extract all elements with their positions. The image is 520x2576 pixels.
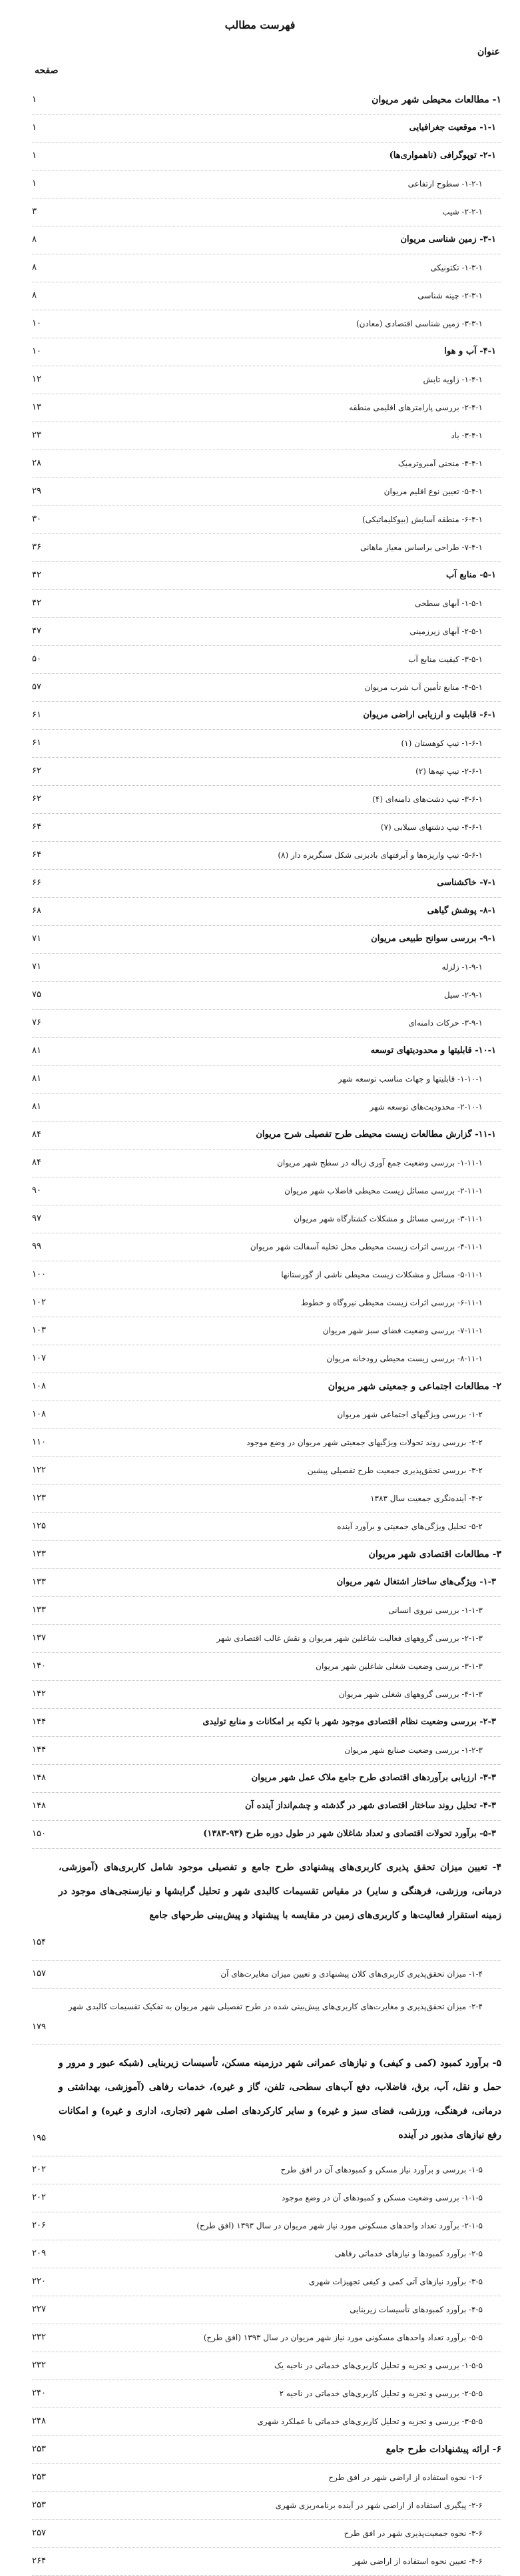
toc-entry-title: ۱-۲- بررسی ویژگیهای اجتماعی شهر مریوان [337,1410,483,1419]
toc-entry-title: ۳-۵- برآورد نیازهای آتی کمی و کیفی تجهیزات شهری [308,2277,483,2286]
toc-entry-title: ۴-۴-۱- منحنی آمبروترمیک [397,459,483,468]
toc-entry-page-number: ۱۳۷ [32,1633,46,1643]
toc-entry[interactable] [32,1597,501,1625]
page-title: فهرست مطالب [224,19,296,31]
toc-entry-title: ۱-۱-۳- بررسی نیروی انسانی [388,1606,483,1615]
toc-entry-title: ۴-۵- برآورد کمبودهای تأسیسات زیربنایی [350,2305,483,2314]
toc-entry-title: ۱-۱- موقعیت جغرافیایی [409,123,496,133]
toc-entry-title: ۱-۱-۵- بررسی وضعیت مسکن و کمبودهای آن در وضع موجود [282,2193,483,2202]
toc-entry-page-number: ۲۵۳ [32,2472,46,2482]
toc-entry[interactable] [32,842,501,870]
toc-entry[interactable] [32,758,501,786]
toc-entry-page-number: ۱۷۹ [32,2022,46,2032]
toc-entry-page-number: ۶۱ [32,710,41,720]
toc-entry-page-number: ۶۶ [32,878,41,888]
toc-entry-page-number: ۹۷ [32,1213,41,1223]
toc-entry-page-number: ۱۹۵ [32,2133,46,2143]
toc-entry-page-number: ۱ [32,151,37,161]
toc-entry-page-number: ۸۱ [32,1102,41,1112]
toc-entry[interactable] [32,870,501,898]
toc-entry[interactable] [32,1849,501,1961]
toc-entry[interactable] [32,338,501,366]
toc-entry-page-number: ۲۲۷ [32,2304,46,2314]
toc-entry-title: ۱-۳-۱- تکتونیکی [430,263,483,272]
toc-entry[interactable] [32,646,501,674]
toc-entry-page-number: ۱۳۳ [32,1549,46,1559]
toc-entry-title: ۴-۶- تعیین نحوه استفاده از اراضی شهر [352,2557,483,2566]
toc-entry-page-number: ۱۵۰ [32,1829,46,1839]
toc-entry-page-number: ۲۴۰ [32,2388,46,2398]
toc-entry-page-number: ۱۵۴ [32,1937,46,1947]
toc-entry-page-number: ۱۲۲ [32,1465,46,1475]
toc-entry-title: ۱-۱۱-۱- بررسی وضعیت جمع آوری زباله در سطح شهر مریوان [277,1158,483,1167]
toc-entry[interactable] [32,2408,501,2436]
toc-entry-title: ۱-۵-۱- آبهای سطحی [414,599,483,608]
toc-entry-page-number: ۸ [32,290,37,300]
toc-entry[interactable] [32,2156,501,2184]
toc-entry-page-number: ۲۵۷ [32,2528,46,2538]
toc-entry-title: ۱-۲-۳- بررسی وضعیت صنایع شهر مریوان [344,1746,483,1755]
toc-entry-page-number: ۵۷ [32,682,41,692]
toc-entry-page-number: ۴۲ [32,598,41,608]
toc-entry-page-number: ۶۲ [32,766,41,776]
toc-entry[interactable] [32,2045,501,2156]
toc-entry[interactable] [32,1961,501,1989]
toc-entry-page-number: ۲۵۳ [32,2444,46,2454]
toc-entry-page-number: ۱۴۴ [32,1717,46,1727]
toc-entry-title: ۳-۳- ارزیابی برآوردهای اقتصادی طرح جامع ملاک عمل شهر مریوان [251,1773,496,1783]
toc-entry-title: ۱-۴-۱- زاویه تابش [423,375,483,384]
toc-entry[interactable] [32,2436,501,2464]
toc-entry-page-number: ۸۴ [32,1157,41,1167]
toc-entry-page-number: ۶۸ [32,906,41,916]
toc-entry-page-number: ۱ [32,178,37,188]
toc-entry-title: ۱-۲-۱- سطوح ارتفاعی [407,179,483,188]
toc-entry-page-number: ۸۴ [32,1129,41,1139]
toc-entry[interactable] [32,2268,501,2296]
toc-entry[interactable] [32,1010,501,1038]
toc-entry-title: ۱-۴- میزان تحقق‌پذیری کاربری‌های کلان پیشنهادی و تعیین میزان مغایرت‌های آن [220,1969,483,1979]
toc-entry-title: ۳-۱- زمین شناسی مریوان [400,234,496,244]
toc-entry-page-number: ۲۳ [32,430,41,440]
toc-entry-page-number: ۲۰۶ [32,2220,46,2230]
toc-entry-title: ۲-۳- بررسی وضعیت نظام اقتصادی موجود شهر با تکیه بر امکانات و منابع تولیدی [202,1717,496,1727]
toc-entry-page-number: ۳ [32,206,37,216]
toc-entry[interactable] [32,2240,501,2268]
toc-entry-title: ۴-۲- آینده‌نگری جمعیت سال ۱۳۸۳ [370,1494,483,1503]
toc-entry-page-number: ۷۶ [32,1018,41,1028]
toc-entry-page-number: ۲۰۲ [32,2192,46,2202]
toc-entry-title: ۵-۵- برآورد تعداد واحدهای مسکونی مورد نیاز شهر مریوان در سال ۱۳۹۳ (افق طرح) [203,2333,483,2342]
page-column-header: صفحه [35,65,59,76]
toc-entry-title: ۶-۱- قابلیت و ارزیابی اراضی مریوان [363,710,496,720]
toc-entry-title: ۲-۱- توپوگرافی (ناهمواری‌ها) [389,151,496,161]
toc-entry[interactable] [32,2380,501,2408]
toc-entry-title: ۱- مطالعات محیطی شهر مریوان [372,95,501,105]
toc-entry[interactable] [32,1094,501,1122]
toc-entry[interactable] [32,506,501,534]
toc-entry-title: ۴-۳- تحلیل روند ساختار اقتصادی شهر در گذشته و چشم‌انداز آینده آن [244,1801,496,1811]
title-column-header: عنوان [477,47,500,57]
toc-entry-title: ۱۰-۱- قابلیتها و محدودیتهای توسعه [370,1046,496,1056]
toc-entry-title: ۲-۱-۳- بررسی گروههای فعالیت شاغلین شهر مریوان و نقش غالب اقتصادی شهر [216,1634,483,1643]
toc-entry-title: ۹-۱- بررسی سوانح طبیعی مریوان [371,934,496,944]
toc-entry[interactable] [32,1457,501,1485]
toc-entry-page-number: ۱۴۴ [32,1745,46,1755]
toc-entry-page-number: ۱۰۸ [32,1409,46,1419]
toc-entry-page-number: ۱ [32,95,37,105]
toc-entry-page-number: ۱۰۳ [32,1325,46,1335]
toc-entry[interactable] [32,534,501,562]
toc-entry-page-number: ۱۳۳ [32,1605,46,1615]
toc-entry[interactable] [32,2352,501,2380]
toc-entry[interactable] [32,730,501,758]
toc-entry[interactable] [32,1373,501,1401]
toc-entry[interactable] [32,1989,501,2045]
toc-entry[interactable] [32,982,501,1010]
toc-entry-title: ۸-۱۱-۱- بررسی زیست محیطی رودخانه مریوان [326,1354,483,1363]
table-of-contents [32,87,501,2576]
toc-entry[interactable] [32,674,501,702]
toc-entry-title: ۲-۱۰-۱- محدودیت‌های توسعه شهر [370,1102,483,1112]
toc-entry[interactable] [32,1261,501,1289]
toc-entry[interactable] [32,1066,501,1094]
toc-entry[interactable] [32,2184,501,2212]
toc-entry-title: ۶- ارائه پیشنهادات طرح جامع [386,2444,501,2455]
toc-entry-title: ۱-۵-۵- بررسی و تجزیه و تحلیل کاربری‌های خدماتی در ناحیه یک [274,2361,483,2370]
toc-entry[interactable] [32,2324,501,2352]
toc-entry-page-number: ۹۹ [32,1241,41,1251]
toc-entry-page-number: ۱۰۸ [32,1381,46,1391]
toc-entry[interactable] [32,898,501,926]
toc-entry-title: ۸-۱- پوشش گیاهی [427,906,496,916]
toc-entry[interactable] [32,2296,501,2324]
toc-entry-page-number: ۱۳۳ [32,1577,46,1587]
toc-entry-title: ۲-۶-۱- تیپ تپه‌ها (۲) [415,767,483,776]
toc-entry-title: ۵- برآورد کمبود (کمی و کیفی) و نیازهای عمرانی شهر درزمینه مسکن، تأسیسات زیربنایی (شبکه عبور و مرور و حمل و نقل، آب، برق، فاضلاب، دفع آب‌های سطحی، تلفن، گاز و غیره)، خدمات رفاهی (آموزشی، بهداشتی و درمانی، فرهنگی، ورزشی، فضای سبز و غیره) و سایر کارکردهای اصلی شهر (تجاری، اداری و غیره) و امکانات رفع نیازهای مذبور در آینده [59,2058,501,2140]
toc-entry[interactable] [32,1625,501,1653]
toc-entry-page-number: ۱۵۷ [32,1969,46,1979]
toc-entry-page-number: ۲۳۲ [32,2332,46,2342]
toc-entry-page-number: ۱۴۸ [32,1801,46,1811]
toc-entry-title: ۴-۱۱-۱- بررسی اثرات زیست محیطی محل تخلیه آسفالت شهر مریوان [250,1242,483,1251]
toc-entry-title: ۳-۲- بررسی تحقق‌پذیری جمعیت طرح تفصیلی پیشین [307,1466,483,1475]
toc-entry-page-number: ۸۱ [32,1074,41,1084]
toc-entry-title: ۳-۴-۱- باد [451,431,483,440]
toc-entry-page-number: ۱۰۰ [32,1269,46,1279]
toc-entry[interactable] [32,422,501,450]
toc-entry-title: ۴-۵-۱- منابع تأمین آب شرب مریوان [364,683,483,692]
toc-entry[interactable] [32,1541,501,1569]
toc-entry-page-number: ۱۰ [32,318,41,328]
toc-entry-title: ۵-۶-۱- تیپ واریزه‌ها و آبرفتهای بادبزنی شکل سنگریزه دار (۸) [278,850,483,860]
toc-entry-title: ۳-۱۱-۱- بررسی مسائل و مشکلات کشتارگاه شهر مریوان [294,1214,483,1223]
toc-entry-page-number: ۲۴۸ [32,2416,46,2426]
toc-entry[interactable] [32,618,501,646]
toc-entry[interactable] [32,1653,501,1681]
toc-entry-page-number: ۲۳۲ [32,2360,46,2370]
toc-entry-title: ۶-۴-۱- منطقه آسایش (بیوکلیماتیکی) [362,515,483,524]
toc-entry-title: ۷-۱- خاکشناسی [437,878,496,888]
toc-entry-page-number: ۱۲۳ [32,1493,46,1503]
toc-entry[interactable] [32,814,501,842]
toc-entry[interactable] [32,1289,501,1317]
toc-entry-title: ۵-۴-۱- تعیین نوع اقلیم مریوان [384,487,483,496]
toc-entry-title: ۲-۴- میزان تحقق‌پذیری و مغایرت‌های کاربری‌های پیش‌بینی شده در طرح تفصیلی شهر مریوان به تفکیک تقسیمات کالبدی شهر [68,2002,483,2011]
toc-entry-title: ۳- مطالعات اقتصادی شهر مریوان [368,1549,501,1560]
toc-entry-page-number: ۴۲ [32,570,41,580]
toc-entry-title: ۱-۵- بررسی و برآورد نیاز مسکن و کمبودهای آن در افق طرح [280,2165,483,2174]
toc-entry-page-number: ۱۴۸ [32,1773,46,1783]
toc-entry-title: ۲-۵- برآورد کمبودها و نیازهای خدماتی رفاهی [334,2249,483,2258]
toc-entry[interactable] [32,954,501,982]
toc-entry-title: ۲-۶- پیگیری استفاده از اراضی شهر در آینده برنامه‌ریزی شهری [275,2501,483,2510]
toc-entry[interactable] [32,1401,501,1429]
toc-entry[interactable] [32,1429,501,1457]
toc-entry[interactable] [32,87,501,115]
toc-entry[interactable] [32,2548,501,2576]
toc-entry-title: ۳-۱-۳- بررسی وضعیت شغلی شاغلین شهر مریوان [316,1662,483,1671]
toc-entry-page-number: ۶۴ [32,850,41,860]
toc-entry[interactable] [32,1345,501,1373]
toc-entry[interactable] [32,282,501,310]
toc-entry-title: ۱۱-۱- گزارش مطالعات زیست محیطی طرح تفصیلی شرح مریوان [256,1129,496,1139]
toc-entry[interactable] [32,478,501,506]
toc-entry[interactable] [32,394,501,422]
toc-entry-title: ۵-۲- تحلیل ویژگی‌های جمعیتی و برآورد آینده [337,1522,483,1531]
toc-entry-page-number: ۳۶ [32,542,41,552]
toc-entry-page-number: ۸ [32,234,37,244]
toc-entry[interactable] [32,1821,501,1849]
toc-entry-title: ۱-۶-۱- تیپ کوهستان (۱) [401,739,483,748]
toc-entry[interactable] [32,366,501,394]
toc-entry-title: ۳-۳-۱- زمین شناسی اقتصادی (معادن) [356,319,483,328]
toc-entry-title: ۱-۶- نحوه استفاده از اراضی شهر در افق طرح [328,2473,483,2482]
toc-entry-title: ۲-۲-۱- شیب [442,207,483,216]
toc-entry-title: ۲-۱۱-۱- بررسی مسائل زیست محیطی فاضلاب شهر مریوان [284,1186,483,1195]
toc-entry-title: ۲-۱-۵- برآورد تعداد واحدهای مسکونی مورد نیاز شهر مریوان در سال ۱۳۹۳ (افق طرح) [196,2221,483,2230]
toc-entry-title: ۱-۹-۱- زلزله [441,962,483,972]
toc-entry-title: ۷-۱۱-۱- بررسی وضعیت فضای سبز شهر مریوان [322,1326,483,1335]
toc-entry-title: ۵-۳- برآورد تحولات اقتصادی و تعداد شاغلان شهر در طول دوره طرح (۹۳-۱۳۸۳) [203,1829,496,1839]
toc-entry[interactable] [32,1513,501,1541]
toc-entry[interactable] [32,115,501,143]
toc-entry-page-number: ۱۲ [32,374,41,384]
toc-entry[interactable] [32,786,501,814]
toc-entry-title: ۲-۹-۱- سیل [443,990,483,1000]
toc-entry-title: ۴-۱-۳- بررسی گروههای شغلی شهر مریوان [338,1690,483,1699]
toc-entry-title: ۲-۲- بررسی روند تحولات ویژگیهای جمعیتی شهر مریوان در وضع موجود [246,1438,483,1447]
toc-entry-page-number: ۵۰ [32,654,41,664]
toc-entry-page-number: ۱۱۰ [32,1437,46,1447]
toc-entry[interactable] [32,2212,501,2240]
toc-entry[interactable] [32,198,501,226]
toc-entry-page-number: ۶۲ [32,794,41,804]
toc-entry[interactable] [32,1149,501,1177]
toc-entry[interactable] [32,1038,501,1066]
toc-entry[interactable] [32,1569,501,1597]
toc-entry-page-number: ۴۷ [32,626,41,636]
toc-entry[interactable] [32,702,501,730]
toc-entry[interactable] [32,450,501,478]
toc-entry-page-number: ۱۴۲ [32,1689,46,1699]
toc-entry[interactable] [32,1177,501,1205]
toc-entry-page-number: ۷۵ [32,990,41,1000]
toc-entry-page-number: ۶۴ [32,822,41,832]
toc-entry[interactable] [32,254,501,282]
toc-entry[interactable] [32,1765,501,1793]
toc-entry-page-number: ۳۰ [32,514,41,524]
toc-entry[interactable] [32,143,501,170]
toc-entry-page-number: ۱۴۰ [32,1661,46,1671]
toc-entry[interactable] [32,1737,501,1765]
toc-entry-title: ۳-۵-۱- کیفیت منابع آب [408,655,483,664]
toc-entry-page-number: ۱۰ [32,346,41,356]
toc-entry-title: ۴-۱- آب و هوا [444,346,496,356]
toc-entry[interactable] [32,1709,501,1737]
toc-entry[interactable] [32,310,501,338]
toc-entry[interactable] [32,1205,501,1233]
toc-entry-page-number: ۱۰۲ [32,1297,46,1307]
toc-entry-page-number: ۲۹ [32,486,41,496]
toc-entry-title: ۲- مطالعات اجتماعی و جمعیتی شهر مریوان [328,1381,501,1392]
toc-entry-page-number: ۷۱ [32,934,41,944]
toc-entry-page-number: ۷۱ [32,962,41,972]
toc-entry[interactable] [32,562,501,590]
toc-entry-page-number: ۱۳ [32,402,41,412]
toc-entry-title: ۳-۹-۱- حرکات دامنه‌ای [408,1018,483,1028]
toc-entry-page-number: ۸۱ [32,1046,41,1056]
toc-entry-title: ۱-۱۰-۱- قابلیتها و جهات مناسب توسعه شهر [338,1074,483,1084]
toc-entry-page-number: ۹۰ [32,1185,41,1195]
toc-entry-title: ۳-۶- نحوه جمعیت‌پذیری شهر در افق طرح [344,2529,483,2538]
toc-entry-page-number: ۲۰۹ [32,2248,46,2258]
toc-entry[interactable] [32,1317,501,1345]
toc-entry-title: ۲-۵-۱- آبهای زیرزمینی [409,627,483,636]
toc-entry-page-number: ۲۵۳ [32,2500,46,2510]
toc-entry-title: ۷-۴-۱- طراحی براساس معیار ماهانی [360,543,483,552]
toc-entry-title: ۶-۱۱-۱- بررسی اثرات زیست محیطی نیروگاه و خطوط [300,1298,483,1307]
toc-entry[interactable] [32,226,501,254]
toc-entry-title: ۴-۶-۱- تیپ دشتهای سیلابی (۷) [380,822,483,832]
toc-entry-page-number: ۲۲۰ [32,2276,46,2286]
toc-entry-page-number: ۱ [32,123,37,133]
toc-entry-title: ۲-۵-۵- بررسی و تجزیه و تحلیل کاربری‌های خدماتی در ناحیه ۲ [279,2389,483,2398]
toc-entry-title: ۵-۱۱-۱- مسائل و مشکلات زیست محیطی ناشی از گورستانها [281,1270,483,1279]
toc-entry[interactable] [32,2520,501,2548]
toc-entry[interactable] [32,926,501,954]
toc-entry-page-number: ۲۸ [32,458,41,468]
toc-entry-title: ۵-۱- منابع آب [445,570,496,580]
toc-entry-title: ۴- تعیین میزان تحقق پذیری کاربری‌های پیشنهادی طرح جامع و تفصیلی موجود شامل کاربری‌های (آموزشی، درمانی، ورزشی، فرهنگی و سایر) در مقیاس تقسیمات کالبدی شهر و تحلیل گرایشها و نیازسنجی‌های موجود در زمینه استقرار فعالیت‌ها و کاربری‌های زمین در مقایسه با پیشنهاد و پیش‌بینی طرحهای جامع [59,1862,501,1921]
toc-entry-title: ۳-۶-۱- تیپ دشت‌های دامنه‌ای (۴) [372,795,483,804]
toc-entry-page-number: ۲۶۴ [32,2556,46,2566]
toc-entry-title: ۳-۵-۵- بررسی و تجزیه و تحلیل کاربری‌های خدماتی با عملکرد شهری [257,2417,483,2426]
toc-entry-page-number: ۲۰۲ [32,2164,46,2174]
toc-entry[interactable] [32,590,501,618]
toc-entry-title: ۲-۴-۱- بررسی پارامترهای اقلیمی منطقه [349,403,483,412]
toc-entry-title: ۱-۳- ویژگی‌های ساختار اشتغال شهر مریوان [336,1577,496,1587]
toc-entry-title: ۲-۳-۱- چینه شناسی [417,291,483,300]
toc-entry-page-number: ۶۱ [32,738,41,748]
toc-entry-page-number: ۱۰۷ [32,1353,46,1363]
toc-entry[interactable] [32,1485,501,1513]
toc-entry[interactable] [32,1793,501,1821]
toc-entry[interactable] [32,1233,501,1261]
toc-entry[interactable] [32,2492,501,2520]
toc-entry[interactable] [32,1681,501,1709]
toc-entry[interactable] [32,170,501,198]
toc-entry[interactable] [32,1122,501,1149]
toc-entry-page-number: ۱۲۵ [32,1521,46,1531]
toc-entry-page-number: ۸ [32,262,37,272]
